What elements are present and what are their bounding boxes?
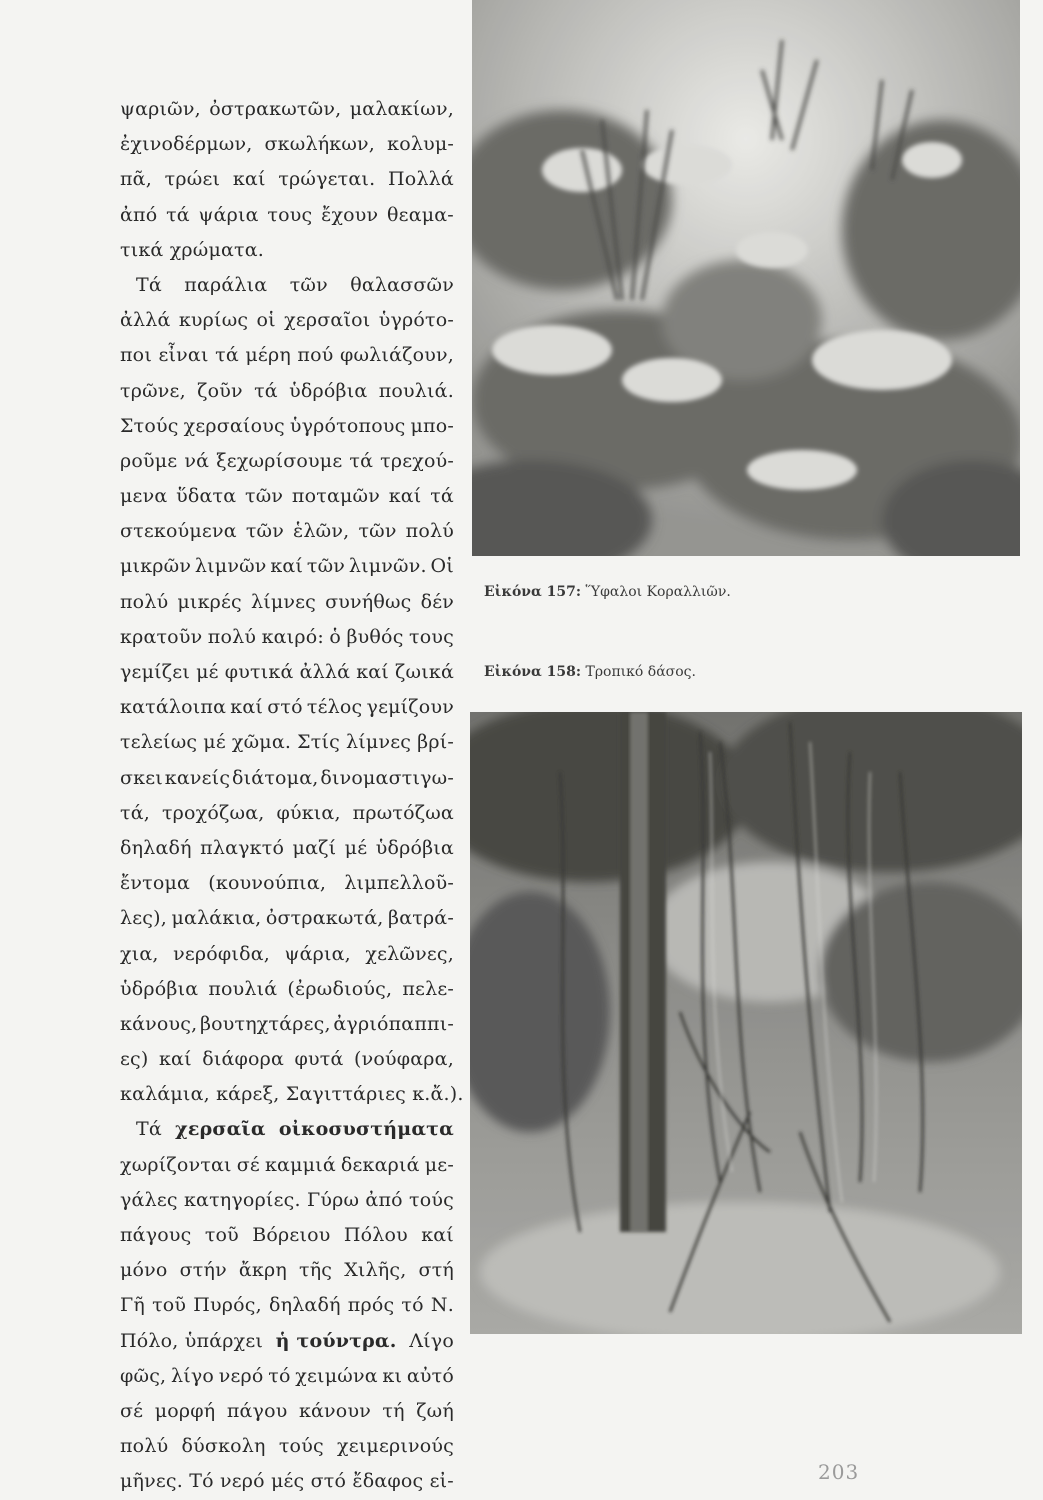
word: τρεχού- <box>380 449 454 472</box>
word: πολύ <box>120 1435 169 1458</box>
text-line <box>120 198 454 233</box>
figure-158-label: Εἰκόνα 158: <box>484 664 582 680</box>
word: ἀγριόπαππι- <box>333 1012 454 1035</box>
word: μενα <box>120 485 168 508</box>
word: σέ <box>236 1153 260 1176</box>
word: Χιλῆς, <box>344 1259 407 1282</box>
word: εἶναι <box>158 344 209 367</box>
word: τό <box>401 1294 424 1317</box>
text-line <box>120 972 454 1007</box>
word: καί <box>158 1048 192 1071</box>
word: πᾶ, <box>120 168 152 191</box>
word: Πολλά <box>388 168 454 191</box>
word: τούς <box>409 1188 454 1211</box>
figure-158-caption <box>484 664 696 680</box>
word: στεκούμενα <box>120 520 237 543</box>
word: κρατοῦν <box>120 625 203 648</box>
word: λιμπελλοῦ- <box>344 872 454 895</box>
word: τά <box>254 379 278 402</box>
word: τῆς <box>299 1259 333 1282</box>
text-line <box>120 620 454 655</box>
bold-term-tundra: ἡ τούντρα. <box>275 1329 397 1352</box>
word: φῶς, <box>120 1364 167 1387</box>
word: τῶν <box>306 555 346 578</box>
text-line <box>120 690 454 725</box>
word: ὀστρακωτῶν, <box>209 98 342 120</box>
word: τά <box>166 203 190 226</box>
word: τοῦ <box>152 1294 187 1317</box>
text-line <box>120 1429 454 1464</box>
word: τή <box>382 1399 405 1422</box>
word: κολυμ- <box>387 133 454 156</box>
word: κι <box>382 1364 403 1387</box>
text-line <box>120 1042 454 1077</box>
word: (νούφαρα, <box>354 1048 454 1071</box>
text-line <box>120 796 454 831</box>
word: χωρίζονται <box>120 1153 232 1176</box>
word: ἀλλά <box>299 661 351 683</box>
word: καμμιά <box>264 1153 336 1176</box>
word: κάνους, <box>120 1012 198 1035</box>
text-line <box>120 92 454 127</box>
word: μέ <box>344 836 368 859</box>
word: ζοῦν <box>197 379 243 402</box>
word: ες) <box>120 1048 149 1071</box>
word: λίμνες <box>346 731 412 754</box>
text-line: τικά χρώματα. <box>120 238 265 261</box>
word: πολύ <box>207 625 257 648</box>
word: δινομαστιγω- <box>320 766 454 789</box>
word: ποταμῶν <box>291 485 380 508</box>
word: λίγο <box>170 1364 215 1387</box>
word: χειμώνα <box>295 1364 378 1387</box>
word: ἀπό <box>120 203 158 226</box>
figure-157-text: Ὕφαλοι Κοραλλιῶν. <box>585 584 731 600</box>
word: βουτηχτάρες, <box>199 1012 331 1035</box>
bold-term-ecosystems: οἰκοσυστήματα <box>278 1118 454 1141</box>
word: πουλιά <box>208 977 278 1000</box>
word: στό <box>267 696 303 719</box>
text-line <box>120 162 454 197</box>
word: Τό <box>189 1470 214 1493</box>
word: γεμίζει <box>120 661 190 683</box>
word: πού <box>297 344 334 367</box>
word: κανείς <box>164 766 231 789</box>
text-line <box>120 127 454 162</box>
word: ροῦμε <box>120 449 178 472</box>
word: χειμερινούς <box>337 1435 454 1458</box>
word: τά <box>215 344 239 367</box>
word: καί <box>230 696 264 719</box>
word: τους <box>267 203 313 226</box>
word: τροχόζωα, <box>161 801 265 824</box>
text-line <box>120 268 454 303</box>
word: πολύ <box>120 590 169 613</box>
word: Στούς <box>120 414 179 437</box>
word: Πυρός, <box>193 1294 262 1317</box>
word: ὑγρότο- <box>378 309 454 332</box>
word: πάγου <box>226 1399 288 1422</box>
text-line <box>120 1288 454 1323</box>
word: ἑλῶν, <box>293 520 350 543</box>
word: νά <box>184 449 210 472</box>
word: Τά <box>136 273 162 296</box>
word: Οἱ <box>430 555 454 578</box>
word: ὑδρόβια <box>289 379 368 402</box>
text-line <box>120 761 454 796</box>
text-line <box>120 1218 454 1253</box>
bold-term-terrestrial: χερσαῖα <box>175 1118 266 1141</box>
text-line <box>120 937 454 972</box>
word: παράλια <box>184 273 268 296</box>
word: τῶν <box>245 485 284 508</box>
word: τό <box>268 1364 291 1387</box>
word: μέ <box>196 661 219 683</box>
word: λίμνες <box>250 590 317 613</box>
word: θεαμα- <box>387 203 454 226</box>
word: ψάρια <box>198 203 259 226</box>
word: δύσκολη <box>181 1435 266 1458</box>
word: καί <box>232 168 266 191</box>
word: μαλάκια, <box>171 907 262 930</box>
word: Βόρειου <box>252 1224 331 1246</box>
text-line <box>120 303 454 338</box>
word: τά, <box>120 801 150 824</box>
word: λιμνῶν. <box>348 555 427 578</box>
text-line: καλάμια, κάρεξ, Σαγιττάριες κ.ἄ.). <box>120 1083 464 1106</box>
word: κάνουν <box>298 1399 371 1422</box>
word: (ἐρωδιούς, <box>287 977 393 1000</box>
figure-158-text: Τροπικό δάσος. <box>585 664 696 680</box>
word: ὑδρόβια <box>120 977 199 1000</box>
lead-word: Τά <box>136 1118 162 1141</box>
word: Ν. <box>430 1294 454 1317</box>
text-line <box>120 409 454 444</box>
word: πρωτόζωα <box>352 801 454 824</box>
word: κυρίως <box>178 309 249 332</box>
text-line <box>120 831 454 866</box>
word: καί <box>270 555 304 578</box>
text-line <box>120 549 454 584</box>
word: ὀστρακωτά, <box>265 907 384 930</box>
word: φυτικά <box>224 661 294 683</box>
word: τέλος <box>306 696 363 719</box>
text-line <box>120 1253 454 1288</box>
figure-157-caption <box>484 584 731 600</box>
word: νερό <box>219 1470 265 1493</box>
text-line <box>120 585 454 620</box>
word: σκωλήκων, <box>264 133 376 156</box>
word: τοῦ <box>204 1224 239 1246</box>
word: μῆνες. <box>120 1470 184 1493</box>
text-line <box>120 514 454 549</box>
word: μές <box>270 1470 305 1493</box>
word: λιμνῶν <box>194 555 267 578</box>
word: ἀλλά <box>120 309 171 332</box>
word: ὕδατα <box>176 485 237 508</box>
word: δηλαδή <box>120 836 192 859</box>
word: τῶν <box>245 520 284 543</box>
word: ξεχωρίσουμε <box>216 449 343 472</box>
word: τρῶνε, <box>120 379 186 402</box>
word: νερό <box>218 1364 264 1387</box>
word: τους <box>409 625 454 648</box>
text-line <box>120 479 454 514</box>
word: πουλιά. <box>378 379 454 402</box>
text-line <box>120 655 454 690</box>
word: μαλακίων, <box>349 98 454 120</box>
word: γεμίζουν <box>366 696 454 719</box>
text-line <box>120 444 454 479</box>
paragraph-ecosystems-lead <box>120 1112 454 1147</box>
word: ἔχουν <box>321 203 379 226</box>
word: χερσαῖοι <box>284 309 371 332</box>
word: χῶμα. <box>231 731 292 754</box>
word: πάγους <box>120 1224 192 1246</box>
text-line <box>120 725 454 760</box>
word: βρί- <box>417 731 454 754</box>
word: ὑγρότοπους <box>289 414 406 437</box>
text-line <box>120 1464 454 1499</box>
word: ζωή <box>416 1399 454 1422</box>
word: χελῶνες, <box>365 942 454 965</box>
coral-reef-photo <box>472 0 1020 556</box>
word: ἔντομα <box>120 872 191 895</box>
word: βυθός <box>346 625 404 648</box>
word: θαλασσῶν <box>350 273 454 296</box>
word: οἱ <box>256 309 276 332</box>
word: μέ <box>203 731 226 754</box>
tundra-pre: Πόλο, ὑπάρχει <box>120 1329 264 1352</box>
word: τῶν <box>358 520 397 543</box>
word: ἔδαφος <box>352 1470 424 1493</box>
word: χερσαίους <box>183 414 285 437</box>
word: γάλες <box>120 1188 178 1211</box>
text-line <box>120 1359 454 1394</box>
word: δεκαριά <box>340 1153 420 1176</box>
word: τά <box>349 449 374 472</box>
text-line <box>120 901 454 936</box>
word: πολύ <box>405 520 454 543</box>
word: ἄκρη <box>238 1259 287 1282</box>
word: μορφή <box>154 1399 216 1422</box>
word: σέ <box>120 1399 144 1422</box>
word: πλαγκτό <box>200 836 285 859</box>
word: συνήθως <box>325 590 412 613</box>
tundra-post: Λίγο <box>409 1329 454 1352</box>
text-line <box>120 866 454 901</box>
word: Πόλου <box>343 1224 408 1246</box>
word: μόνο <box>120 1259 168 1282</box>
word: καιρό: <box>261 625 324 648</box>
tropical-forest-photo <box>470 712 1022 1334</box>
word: (κουνούπια, <box>208 872 327 895</box>
word: ἀπό <box>365 1188 403 1211</box>
word: φυτά <box>294 1048 344 1071</box>
word: διάφορα <box>202 1048 285 1071</box>
figure-157-label: Εἰκόνα 157: <box>484 584 582 600</box>
word: τρώει <box>164 168 221 191</box>
tundra-line <box>120 1324 454 1359</box>
word: τῶν <box>289 273 328 296</box>
word: ὑδρόβια <box>375 836 454 859</box>
word: σκει <box>120 766 163 789</box>
word: Στίς <box>297 731 340 754</box>
word: τελείως <box>120 731 198 754</box>
word: χια, <box>120 942 159 965</box>
word: μικρῶν <box>120 555 192 578</box>
word: ὁ <box>329 625 342 648</box>
word: μπο- <box>410 414 454 437</box>
body-text-column <box>120 92 464 1500</box>
word: στό <box>310 1470 347 1493</box>
word: φωλιάζουν, <box>339 344 454 367</box>
text-line <box>120 1007 454 1042</box>
text-line <box>120 338 454 373</box>
text-line <box>120 1148 454 1183</box>
word: νερόφιδα, <box>173 942 270 965</box>
word: διάτομα, <box>232 766 319 789</box>
text-line <box>120 374 454 409</box>
word: καί <box>421 1224 454 1246</box>
word: τά <box>430 485 454 508</box>
word: δηλαδή <box>268 1294 341 1317</box>
word: ψάρια, <box>284 942 351 965</box>
word: Γῆ <box>120 1294 145 1317</box>
word: ποι <box>120 344 152 367</box>
word: κατάλοιπα <box>120 696 227 719</box>
word: στή <box>418 1259 454 1282</box>
word: βατρά- <box>388 907 454 930</box>
word: κατηγορίες. <box>183 1188 301 1211</box>
text-line <box>120 1183 454 1218</box>
word: με- <box>424 1153 454 1176</box>
word: μέρη <box>245 344 291 367</box>
word: λες), <box>120 907 167 930</box>
word: εἰ- <box>429 1470 454 1493</box>
page-number: 203 <box>818 1460 860 1484</box>
word: καί <box>356 661 389 683</box>
word: πελε- <box>402 977 454 1000</box>
word: φύκια, <box>276 801 341 824</box>
word: δέν <box>420 590 454 613</box>
word: μαζί <box>292 836 337 859</box>
word: τούς <box>278 1435 324 1458</box>
word: μικρές <box>177 590 242 613</box>
word: αὐτό <box>406 1364 454 1387</box>
word: καί <box>388 485 422 508</box>
word: στήν <box>179 1259 227 1282</box>
text-line <box>120 1394 454 1429</box>
word: τρώγεται. <box>278 168 376 191</box>
word: Γύρω <box>306 1188 360 1211</box>
word: ψαριῶν, <box>120 98 201 120</box>
word: ἐχινοδέρμων, <box>120 133 253 156</box>
word: πρός <box>347 1294 395 1317</box>
word: ζωικά <box>395 661 454 683</box>
